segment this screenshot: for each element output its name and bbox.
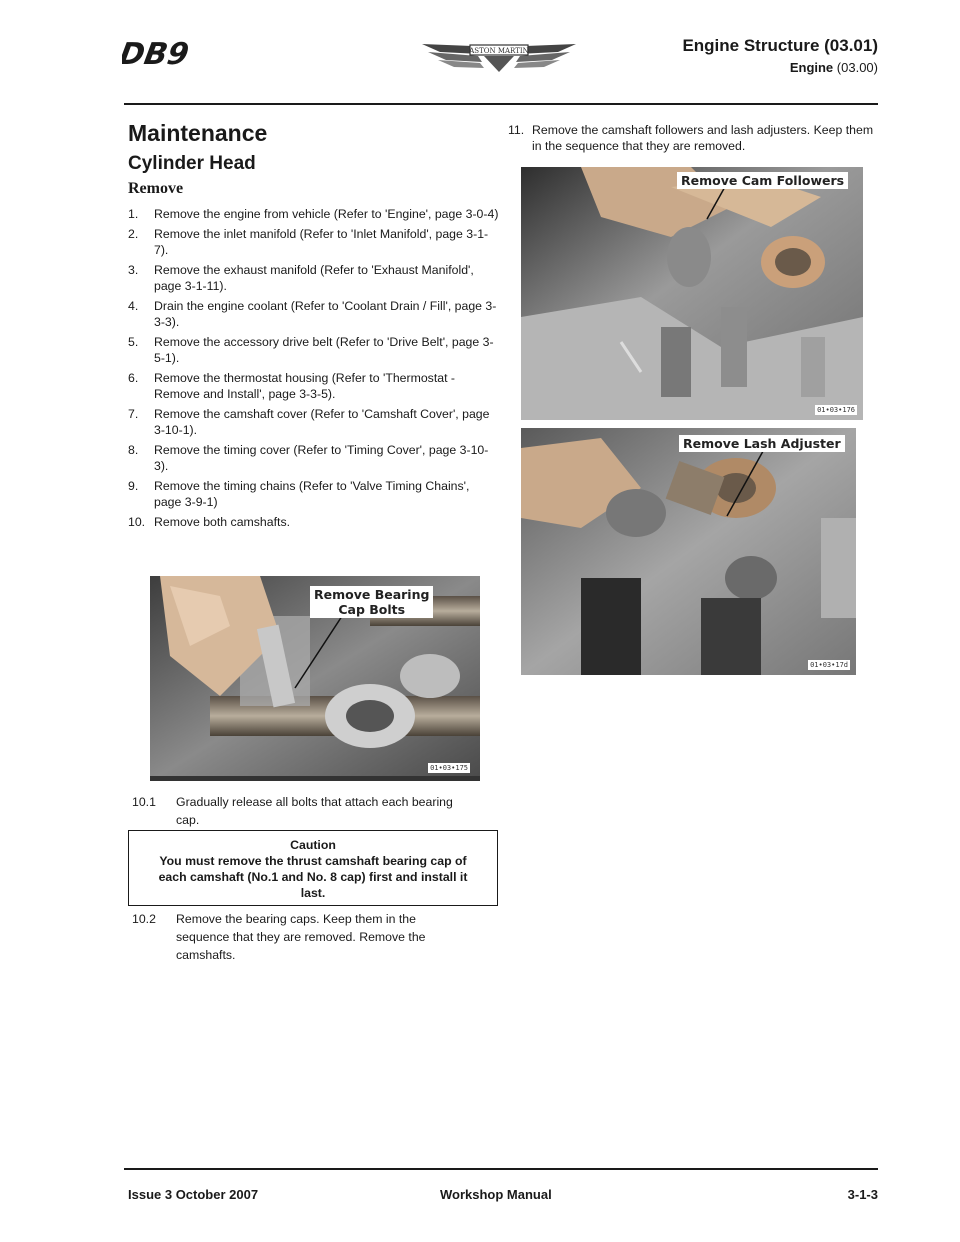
substep-text-line: camshafts.	[176, 948, 236, 962]
photo-reference: 01•03•175	[430, 764, 468, 772]
subsection-code: (03.00)	[836, 60, 878, 75]
substep-10-1	[132, 794, 502, 828]
list-item	[128, 206, 500, 222]
footer-manual-title: Workshop Manual	[440, 1187, 552, 1202]
step-text: Remove the timing chains (Refer to 'Valve Timing Chains', page 3-9-1)	[154, 479, 470, 509]
caution-line: last.	[300, 886, 326, 900]
step-number: 10.	[128, 515, 146, 529]
step-text: Drain the engine coolant (Refer to 'Coolant Drain / Fill', page 3-3-3).	[154, 299, 497, 329]
substep-number: 10.2	[132, 912, 156, 926]
subsection-title	[790, 60, 878, 75]
caution-line: You must remove the thrust camshaft bearing cap of	[159, 854, 467, 868]
step-number: 3.	[128, 263, 139, 277]
step-text: Remove the timing cover (Refer to 'Timing Cover', page 3-10-3).	[154, 443, 489, 473]
photo-cam-followers	[521, 167, 863, 420]
caution-line: each camshaft (No.1 and No. 8 cap) first and install it	[158, 870, 468, 884]
photo-callout	[310, 586, 433, 618]
step-text: Remove both camshafts.	[154, 515, 291, 529]
step-text: Remove the thermostat housing (Refer to 'Thermostat - Remove and Install', page 3-3-5).	[154, 371, 456, 401]
aston-martin-wings-emblem	[420, 36, 578, 76]
section-title: Engine Structure (03.01)	[682, 36, 878, 55]
footer-issue: Issue 3 October 2007	[128, 1187, 259, 1202]
page-heading: Maintenance	[128, 120, 268, 146]
db9-logo-text: DB9	[122, 37, 192, 72]
section-heading: Cylinder Head	[128, 153, 256, 174]
substep-number: 10.1	[132, 795, 156, 809]
photo-reference: 01•03•176	[817, 406, 855, 414]
footer-page-number: 3-1-3	[847, 1187, 878, 1202]
step-text: Remove the camshaft cover (Refer to 'Camshaft Cover', page 3-10-1).	[154, 407, 490, 437]
list-item	[128, 370, 500, 402]
substep-text-line: sequence that they are removed. Remove the	[176, 930, 426, 944]
list-item	[128, 478, 500, 510]
step-text: Remove the inlet manifold (Refer to 'Inlet Manifold', page 3-1-7).	[154, 227, 489, 257]
header-divider	[124, 103, 878, 105]
caution-title: Caution	[290, 838, 336, 852]
subsection-name: Engine	[789, 60, 834, 75]
callout-line: Cap Bolts	[338, 602, 406, 617]
step-number: 5.	[128, 335, 139, 349]
step-text: Remove the camshaft followers and lash adjusters. Keep them in the sequence that they are removed.	[532, 123, 874, 153]
step-number: 9.	[128, 479, 139, 493]
procedure-heading: Remove	[128, 180, 184, 197]
step-11	[508, 122, 880, 158]
step-text: Remove the accessory drive belt (Refer to 'Drive Belt', page 3-5-1).	[154, 335, 494, 365]
step-number: 4.	[128, 299, 139, 313]
caution-box	[128, 830, 498, 906]
photo-reference: 01•03•17d	[810, 661, 848, 669]
step-text: Remove the engine from vehicle (Refer to 'Engine', page 3-0-4)	[154, 207, 499, 221]
step-number: 11.	[508, 123, 525, 137]
list-item	[128, 298, 500, 330]
photo-lash-adjuster	[521, 428, 856, 675]
step-number: 6.	[128, 371, 139, 385]
substep-10-2	[132, 911, 502, 963]
step-number: 7.	[128, 407, 139, 421]
list-item	[128, 442, 500, 474]
db9-logo	[122, 30, 242, 76]
photo-bearing-cap-bolts	[150, 576, 480, 781]
step-number: 2.	[128, 227, 139, 241]
step-number: 8.	[128, 443, 139, 457]
step-text: Remove the exhaust manifold (Refer to 'Exhaust Manifold', page 3-1-11).	[154, 263, 474, 293]
footer-divider	[124, 1168, 878, 1170]
callout-line: Remove Bearing	[314, 587, 430, 602]
steps-list	[128, 206, 500, 534]
list-item	[128, 334, 500, 366]
substep-text-line: Remove the bearing caps. Keep them in the	[176, 912, 416, 926]
photo-callout: Remove Cam Followers	[677, 172, 848, 189]
substep-text-line: Gradually release all bolts that attach each bearing	[176, 795, 453, 809]
photo-callout: Remove Lash Adjuster	[679, 435, 845, 452]
list-item	[128, 262, 500, 294]
list-item	[508, 122, 880, 154]
list-item	[128, 406, 500, 438]
list-item	[128, 226, 500, 258]
substep-text-line: cap.	[176, 813, 200, 827]
list-item	[128, 514, 500, 530]
step-number: 1.	[128, 207, 139, 221]
emblem-text: ASTON MARTIN	[469, 47, 529, 55]
